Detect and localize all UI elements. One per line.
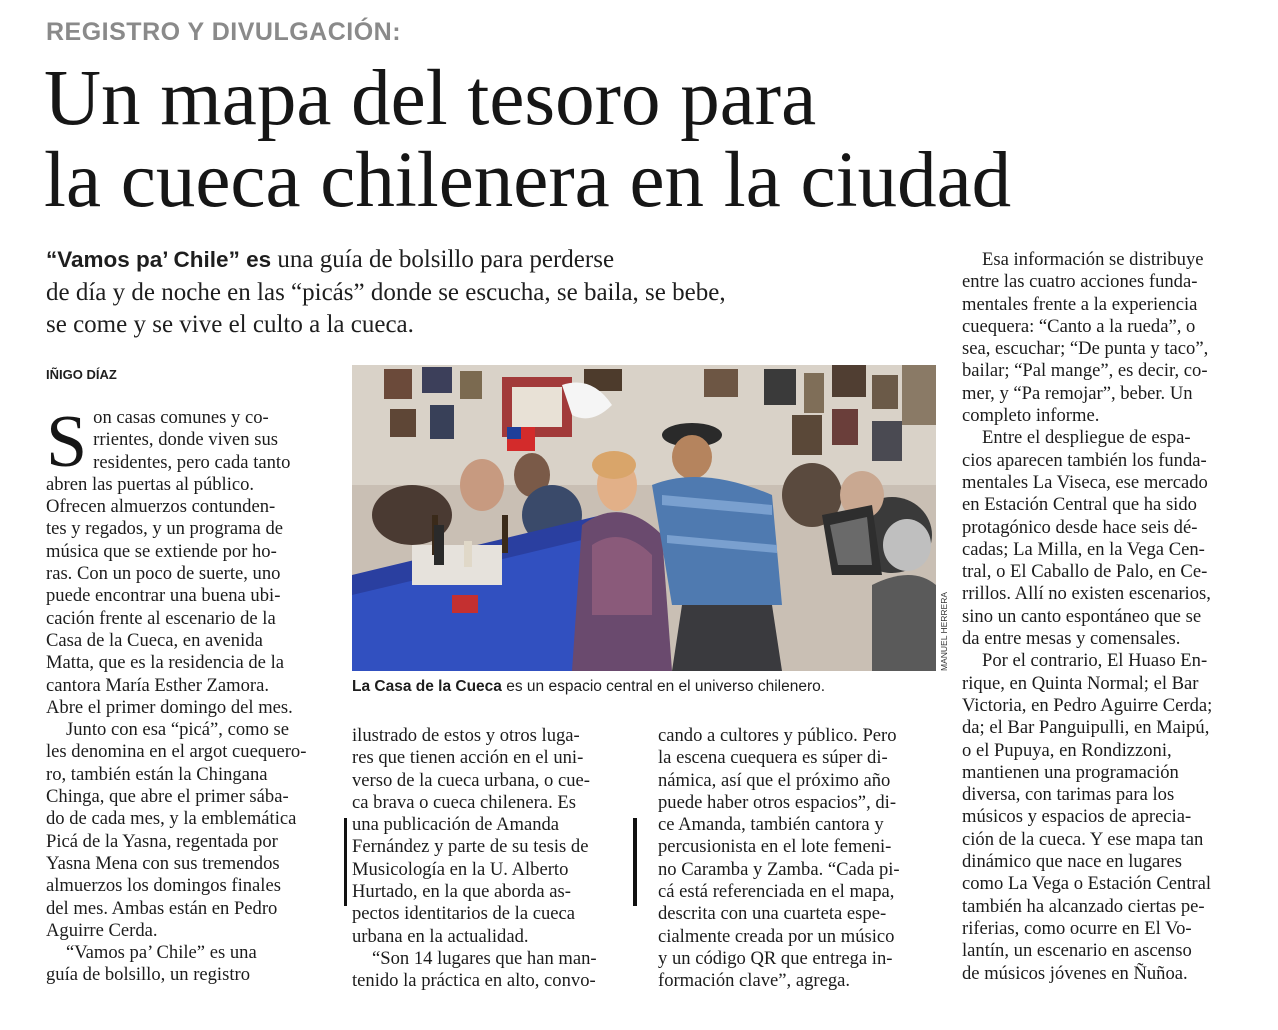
- text-line: Hurtado, en la que aborda as-: [352, 881, 571, 903]
- text-line: en Estación Central que ha sido: [962, 494, 1197, 516]
- text-line: Chinga, que abre el primer sába-: [46, 786, 289, 808]
- body-column-1: [46, 401, 328, 987]
- text-line: riferias, como ocurre en El Vo-: [962, 917, 1192, 939]
- headline: [44, 55, 1264, 224]
- text-line: una publicación de Amanda: [352, 814, 560, 836]
- text-line: Picá de la Yasna, regentada por: [46, 830, 278, 852]
- text-line: ca brava o cueca chilenera. Es: [352, 791, 577, 813]
- text-line: ro, también están la Chingana: [46, 763, 268, 785]
- text-line: lantín, un escenario en ascenso: [962, 940, 1192, 962]
- photo-caption: [352, 678, 825, 696]
- text-line: Musicología en la U. Alberto: [352, 858, 569, 880]
- text-line: y un código QR que entrega in-: [658, 947, 893, 969]
- text-line: diversa, con tarimas para los: [962, 784, 1175, 806]
- body-column-2: [352, 725, 636, 993]
- text-line: verso de la cueca urbana, o cue-: [352, 769, 590, 791]
- text-line: ilustrado de estos y otros luga-: [352, 725, 580, 746]
- text-line: rrillos. Allí no existen escenarios,: [962, 583, 1211, 605]
- highlight-rule-right: [633, 818, 637, 906]
- column-1-lines: [46, 401, 328, 987]
- text-line: mentales frente a la experiencia: [962, 293, 1198, 315]
- body-column-3: [658, 725, 940, 993]
- text-line: cando a cultores y público. Pero: [658, 725, 897, 746]
- text-line: puede encontrar una buena ubi-: [46, 585, 281, 607]
- text-line: cá está referenciada en el mapa,: [658, 881, 895, 903]
- headline-line-2: la cueca chilenera en la ciudad: [44, 137, 1012, 224]
- photo-credit: [937, 575, 953, 675]
- text-line: mantienen una programación: [962, 761, 1179, 783]
- text-line: formación clave”, agrega.: [658, 970, 851, 992]
- text-line: del mes. Ambas están en Pedro: [46, 897, 278, 919]
- photo-credit-text: MANUEL HERRERA: [939, 591, 949, 671]
- text-line: Matta, que es la residencia de la: [46, 652, 284, 674]
- text-line: o el Pupuya, en Rondizzoni,: [962, 739, 1172, 761]
- deck-line-3: se come y se vive el culto a la cueca.: [46, 311, 414, 338]
- text-line: cación frente al escenario de la: [46, 607, 276, 629]
- text-line: cantora María Esther Zamora.: [46, 674, 270, 696]
- text-line: como La Vega o Estación Central: [962, 873, 1212, 895]
- text-line: “Son 14 lugares que han man-: [372, 947, 597, 969]
- text-line: música que se extiende por ho-: [46, 540, 277, 562]
- text-line: Ofrecen almuerzos contunden-: [46, 496, 276, 518]
- deck-line-1: [46, 244, 926, 277]
- text-line: bailar; “Pal mange”, es decir, co-: [962, 360, 1208, 382]
- headline-line-1: Un mapa del tesoro para: [44, 55, 817, 142]
- text-line: res que tienen acción en el uni-: [352, 747, 584, 769]
- text-line: rrientes, donde viven sus: [93, 429, 279, 451]
- deck-line-1-rest: una guía de bolsillo para perderse: [271, 246, 615, 273]
- text-line: tral, o El Caballo de Palo, en Ce-: [962, 561, 1208, 583]
- text-line: puede haber otros espacios”, di-: [658, 791, 897, 813]
- text-line: cadas; La Milla, en la Vega Cen-: [962, 538, 1205, 560]
- text-line: ción de la cueca. Y ese mapa tan: [962, 828, 1204, 850]
- text-line: músicos y espacios de aprecia-: [962, 806, 1192, 828]
- text-line: cialmente creada por un músico: [658, 925, 895, 947]
- text-line: Junto con esa “picá”, como se: [66, 719, 290, 741]
- column-4-lines: [962, 249, 1245, 985]
- text-line: les denomina en el argot cuequero-: [46, 741, 307, 763]
- caption-bold: La Casa de la Cueca: [352, 678, 502, 695]
- text-line: abren las puertas al público.: [46, 473, 255, 495]
- text-line: mentales La Viseca, ese mercado: [962, 471, 1208, 493]
- text-line: completo informe.: [962, 405, 1100, 427]
- text-line: almuerzos los domingos finales: [46, 875, 281, 897]
- text-line: ras. Con un poco de suerte, uno: [46, 563, 281, 585]
- section-kicker: REGISTRO Y DIVULGACIÓN:: [46, 18, 402, 46]
- text-line: guía de bolsillo, un registro: [46, 964, 250, 986]
- text-line: Por el contrario, El Huaso En-: [982, 650, 1208, 672]
- dropcap: S: [46, 401, 88, 483]
- text-line: entre las cuatro acciones funda-: [962, 271, 1198, 293]
- photo-illustration: [352, 365, 936, 671]
- text-line: on casas comunes y co-: [93, 407, 269, 428]
- text-line: también ha alcanzado ciertas pe-: [962, 895, 1205, 917]
- text-line: percusionista en el lote femeni-: [658, 836, 892, 858]
- text-line: pectos identitarios de la cueca: [352, 903, 576, 925]
- text-line: cios aparecen también los funda-: [962, 449, 1207, 471]
- text-line: sino un canto espontáneo que se: [962, 605, 1202, 627]
- text-line: da; el Bar Panguipulli, en Maipú,: [962, 717, 1210, 739]
- text-line: descrita con una cuarteta espe-: [658, 903, 887, 925]
- text-line: residentes, pero cada tanto: [93, 451, 291, 473]
- text-line: dinámico que nace en lugares: [962, 851, 1182, 873]
- text-line: rique, en Quinta Normal; el Bar: [962, 672, 1199, 694]
- text-line: námica, así que el próximo año: [658, 769, 891, 791]
- text-line: cuequera: “Canto a la rueda”, o: [962, 315, 1196, 337]
- deck-line-2: de día y de noche en las “picás” donde se escucha, se baila, se bebe,: [46, 278, 726, 306]
- byline: IÑIGO DÍAZ: [46, 367, 117, 382]
- column-3-lines: [658, 725, 940, 993]
- text-line: urbana en la actualidad.: [352, 925, 529, 947]
- text-line: no Caramba y Zamba. “Cada pi-: [658, 858, 900, 880]
- highlight-rule-left: [344, 818, 347, 906]
- column-2-lines: [352, 725, 636, 993]
- text-line: “Vamos pa’ Chile” es una: [66, 942, 257, 964]
- text-line: Victoria, en Pedro Aguirre Cerda;: [962, 694, 1213, 716]
- text-line: protagónico desde hace seis dé-: [962, 516, 1198, 538]
- text-line: Abre el primer domingo del mes.: [46, 696, 293, 718]
- article-photo: [352, 365, 936, 671]
- text-line: mer, y “Pa remojar”, beber. Un: [962, 382, 1193, 404]
- deck-lead: “Vamos pa’ Chile” es: [46, 247, 272, 272]
- text-line: Entre el despliegue de espa-: [982, 427, 1191, 449]
- text-line: do de cada mes, y la emblemática: [46, 808, 297, 830]
- text-line: Casa de la Cueca, en avenida: [46, 629, 263, 651]
- caption-rest: es un espacio central en el universo chilenero.: [501, 678, 826, 695]
- text-line: da entre mesas y comensales.: [962, 628, 1181, 650]
- text-line: tenido la práctica en alto, convo-: [352, 970, 596, 992]
- text-line: Esa información se distribuye: [982, 249, 1204, 270]
- text-line: Aguirre Cerda.: [46, 919, 158, 941]
- text-line: Yasna Mena con sus tremendos: [46, 852, 280, 874]
- text-line: de músicos jóvenes en Ñuñoa.: [962, 962, 1188, 984]
- text-line: ce Amanda, también cantora y: [658, 814, 884, 836]
- text-line: tes y regados, y un programa de: [46, 518, 283, 540]
- text-line: Fernández y parte de su tesis de: [352, 836, 589, 858]
- text-line: sea, escuchar; “De punta y taco”,: [962, 338, 1209, 360]
- body-column-4: [962, 249, 1245, 985]
- deck-subtitle: [46, 244, 926, 342]
- text-line: la escena cuequera es súper di-: [658, 747, 888, 769]
